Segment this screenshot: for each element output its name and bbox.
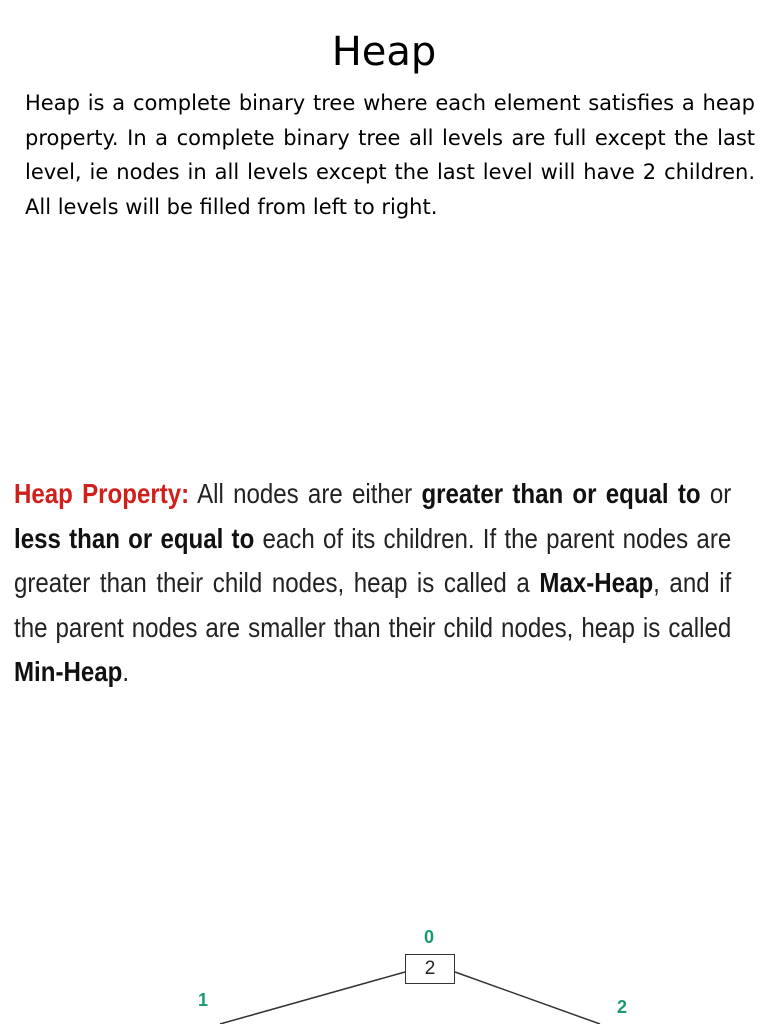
edge-root-right — [455, 972, 600, 1024]
left-child-index-label: 1 — [198, 990, 209, 1010]
tree-edges — [0, 900, 768, 1024]
heap-property-bold-lte: less than or equal to — [14, 522, 255, 554]
heap-property-text-3: each of its children. If the parent nodes are greater than their child nodes, heap is called a — [14, 522, 732, 598]
tree-node-root: 2 — [405, 954, 455, 984]
root-index-label: 0 — [424, 927, 435, 947]
intro-paragraph: Heap is a complete binary tree where each element satisfies a heap property. In a complete binary tree all levels are full except the last level, ie nodes in all levels except the last level will have 2 children. All levels will be filled from left to right. — [25, 91, 755, 219]
heap-property-text-1: All nodes are either — [189, 478, 422, 509]
heap-tree-diagram — [0, 900, 768, 1024]
edge-root-left — [220, 972, 405, 1024]
heap-property-label: Heap Property: — [14, 478, 190, 509]
max-heap-term: Max-Heap — [539, 567, 654, 598]
heap-property-text-4: , and if the parent nodes are smaller than their child nodes, heap is called — [14, 567, 732, 643]
min-heap-term: Min-Heap — [14, 656, 123, 687]
right-child-index-label: 2 — [617, 997, 628, 1017]
page-title: Heap — [331, 29, 437, 75]
heap-property-bold-gte: greater than or equal to — [421, 478, 701, 509]
heap-property-text-5: . — [122, 656, 130, 687]
heap-property-definition — [14, 472, 731, 695]
heap-property-text-2: or — [700, 478, 732, 509]
